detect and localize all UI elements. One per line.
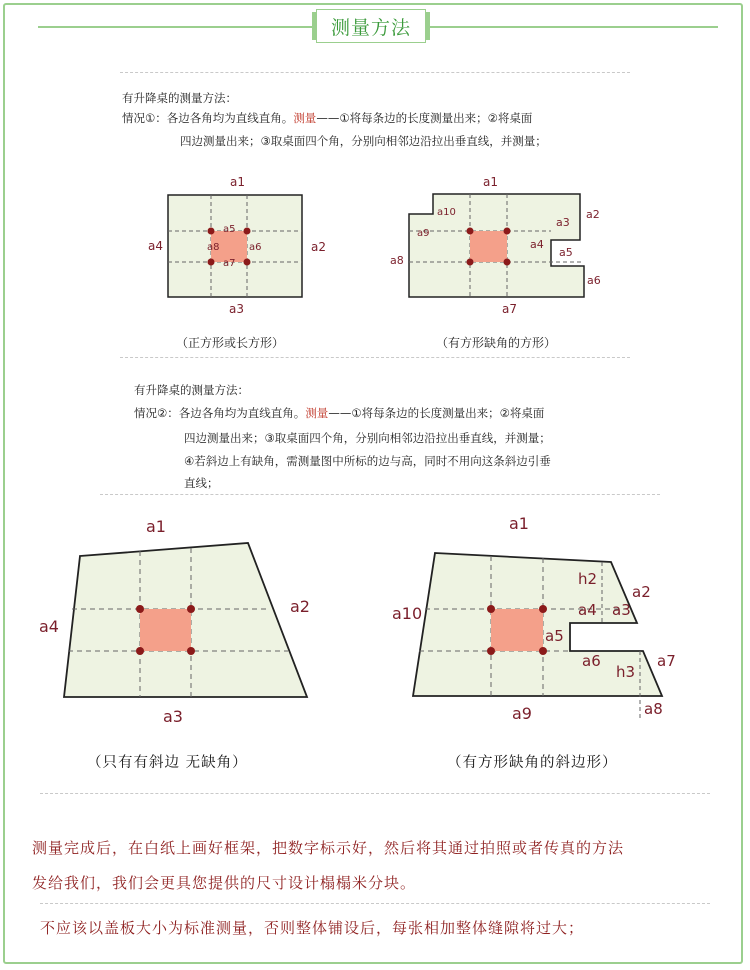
section2-dash: —— xyxy=(328,406,352,420)
label-a8: a8 xyxy=(390,254,404,267)
corner-dot xyxy=(467,259,474,266)
section1-dash: —— xyxy=(316,111,340,125)
corner-dot xyxy=(539,605,547,613)
corner-dot xyxy=(244,259,251,266)
label-a4: a4 xyxy=(148,239,163,253)
caption-slanted-notched: （有方形缺角的斜边形） xyxy=(447,755,618,771)
center-square xyxy=(470,231,507,262)
label-h2: h2 xyxy=(578,570,598,588)
label-a1: a1 xyxy=(146,517,166,536)
mid-separator xyxy=(120,357,630,358)
label-a7: a7 xyxy=(657,652,676,670)
section1-measure-word: 测量 xyxy=(293,111,317,125)
label-a2: a2 xyxy=(632,583,651,601)
label-a5: a5 xyxy=(559,246,573,259)
section2-line4: 直线； xyxy=(184,476,219,490)
diagram-slanted-quad xyxy=(39,517,310,726)
label-a3: a3 xyxy=(163,707,183,726)
note-line2: 发给我们，我们会更具您提供的尺寸设计榻榻米分块。 xyxy=(32,874,417,892)
label-a3: a3 xyxy=(612,601,631,619)
note-line1: 测量完成后，在白纸上画好框架，把数字标示好，然后将其通过拍照或者传真的方法 xyxy=(32,839,625,857)
label-a9: a9 xyxy=(417,228,430,239)
label-a8: a8 xyxy=(207,242,220,253)
label-a6: a6 xyxy=(582,652,601,670)
center-square xyxy=(491,609,543,651)
section2-line2: 四边测量出来；③取桌面四个角，分别向相邻边沿拉出垂直线，并测量； xyxy=(184,431,551,445)
label-h3: h3 xyxy=(616,663,636,681)
diagram-rectangle xyxy=(148,175,326,316)
section2-separator xyxy=(100,494,660,495)
label-a10: a10 xyxy=(437,207,456,218)
center-square xyxy=(140,609,191,651)
notes-separator xyxy=(40,903,710,904)
corner-dot xyxy=(539,647,547,655)
label-a1: a1 xyxy=(509,514,529,533)
section1-line2: 四边测量出来；③取桌面四个角，分别向相邻边沿拉出垂直线，并测量； xyxy=(180,134,547,148)
label-a1: a1 xyxy=(230,175,245,189)
caption-notched: （有方形缺角的方形） xyxy=(436,336,557,350)
label-a1: a1 xyxy=(483,175,498,189)
caption-slanted: （只有有斜边 无缺角） xyxy=(87,755,248,771)
caption-rectangle: （正方形或长方形） xyxy=(176,336,285,350)
section2-line1-rest: ①将每条边的长度测量出来；②将桌面 xyxy=(351,406,545,420)
section1-line1-rest: ①将每条边的长度测量出来；②将桌面 xyxy=(339,111,533,125)
label-a5: a5 xyxy=(223,224,236,235)
diagram-slanted-notched xyxy=(392,514,676,723)
section1-heading: 有升降桌的测量方法： xyxy=(122,91,237,105)
diagram-notched-rectangle xyxy=(390,175,601,316)
corner-dot xyxy=(487,605,495,613)
label-a9: a9 xyxy=(512,704,532,723)
note-line3: 不应该以盖板大小为标准测量，否则整体铺设后，每张相加整体缝隙将过大； xyxy=(40,919,585,937)
label-a2: a2 xyxy=(586,208,600,221)
lower-separator xyxy=(40,793,710,794)
corner-dot xyxy=(504,228,511,235)
label-a2: a2 xyxy=(290,597,310,616)
label-a3: a3 xyxy=(556,216,570,229)
corner-dot xyxy=(187,647,195,655)
corner-dot xyxy=(208,259,215,266)
corner-dot xyxy=(136,647,144,655)
label-a6: a6 xyxy=(587,274,601,287)
label-a4: a4 xyxy=(530,238,544,251)
label-a5: a5 xyxy=(545,627,564,645)
label-a8: a8 xyxy=(644,700,663,718)
corner-dot xyxy=(187,605,195,613)
section2-case-label: 情况②：各边各角均为直线直角。 xyxy=(134,406,306,420)
section2-measure-word: 测量 xyxy=(305,406,329,420)
label-a2: a2 xyxy=(311,240,326,254)
section2-line3: ④若斜边上有缺角，需测量图中所标的边与高，同时不用向这条斜边引垂 xyxy=(184,454,551,468)
page-title: 测量方法 xyxy=(330,16,411,39)
section1-case-label: 情况①：各边各角均为直线直角。 xyxy=(122,111,294,125)
corner-dot xyxy=(504,259,511,266)
label-a4: a4 xyxy=(39,617,59,636)
section2-line1 xyxy=(134,405,544,421)
label-a7: a7 xyxy=(502,302,517,316)
label-a7: a7 xyxy=(223,258,236,269)
corner-dot xyxy=(467,228,474,235)
label-a6: a6 xyxy=(249,242,262,253)
corner-dot xyxy=(208,228,215,235)
label-a10: a10 xyxy=(392,604,423,623)
label-a4: a4 xyxy=(578,601,597,619)
corner-dot xyxy=(136,605,144,613)
corner-dot xyxy=(244,228,251,235)
corner-dot xyxy=(487,647,495,655)
label-a3: a3 xyxy=(229,302,244,316)
section2-heading: 有升降桌的测量方法： xyxy=(134,383,249,397)
